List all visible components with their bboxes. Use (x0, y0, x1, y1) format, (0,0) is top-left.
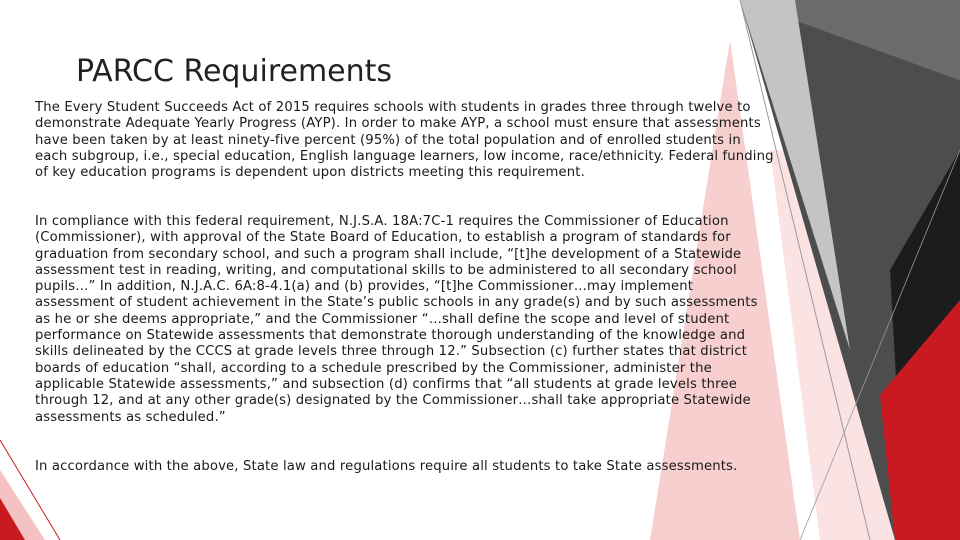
paragraph-statute: In compliance with this federal requirement, N.J.S.A. 18A:7C-1 requires the Commissioner of Education (Commissioner), with approval of the State Board of Education, to establish a program of standards for graduation from secondary school, and such a program shall include, “[t]he development of a Statewide assessment test in reading, writing, and computational skills to be administered to all secondary school pupils…” In addition, N.J.A.C. 6A:8-4.1(a) and (b) provides, “[t]he Commissioner…may implement assessment of student achievement in the State’s public schools in any grade(s) and by such assessments as he or she deems appropriate,” and the Commissioner “…shall define the scope and level of student performance on Statewide assessments that demonstrate thorough understanding of the knowledge and skills delineated by the CCCS at grade levels three through 12.” Subsection (c) further states that district boards of education “shall, according to a schedule prescribed by the Commissioner, administer the applicable Statewide assessments,” and subsection (d) confirms that “all students at grade levels three through 12, and at any other grade(s) designated by the Commissioner…shall take appropriate Statewide assessments as scheduled.” (35, 214, 758, 425)
paragraph-conclusion: In accordance with the above, State law and regulations require all students to take State assessments. (35, 459, 738, 474)
slide-title: PARCC Requirements (76, 54, 393, 89)
paragraph-aypa: The Every Student Succeeds Act of 2015 requires schools with students in grades three through twelve to demonstrate Adequate Yearly Progress (AYP). In order to make AYP, a school must ensure that assessments have been taken by at least ninety-five percent (95%) of the total population and of enrolled students in each subgroup, i.e., special education, English language learners, low income, race/ethnicity. Federal funding of key education programs is dependent upon districts meeting this requirement. (35, 100, 774, 181)
